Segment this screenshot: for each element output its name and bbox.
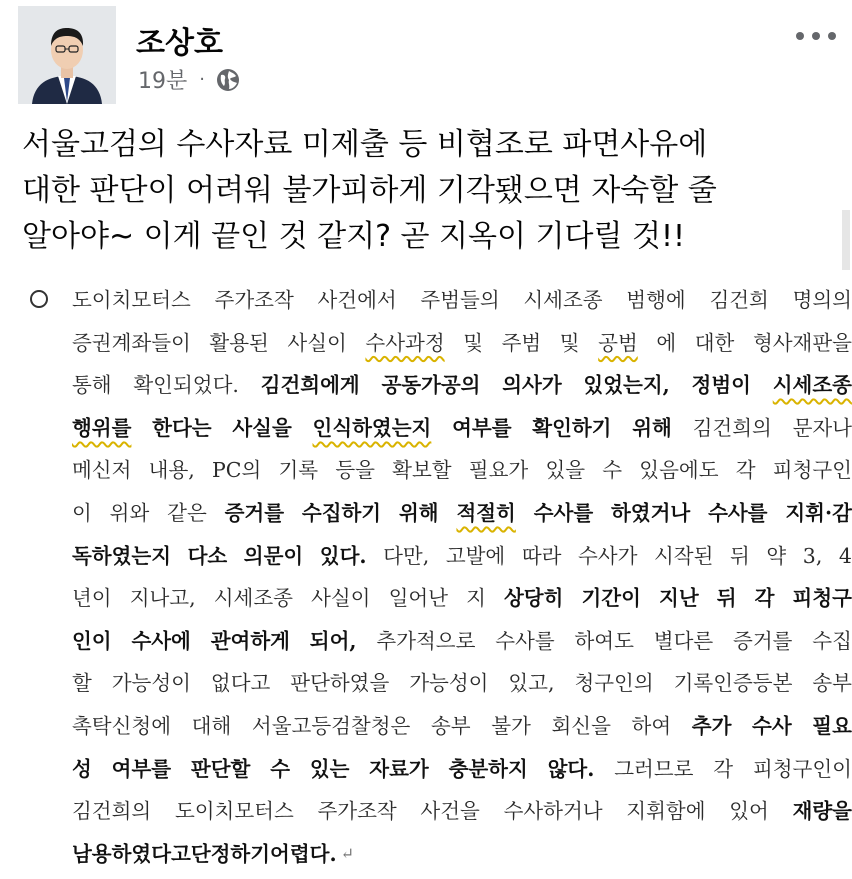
document-word: 여부를 (452, 415, 512, 440)
document-word: 도이치모터스 (72, 288, 191, 312)
document-word: 어렵다. (270, 841, 337, 866)
globe-icon[interactable] (215, 67, 241, 93)
post-text-line: 서울고검의 수사자료 미제출 등 비협조로 파면사유에 (22, 127, 708, 162)
document-word: 청구인의 (574, 671, 654, 696)
document-word: 김건희의 (692, 415, 772, 440)
document-word: 3, (802, 543, 823, 568)
document-word: 형사재판을 (752, 330, 852, 355)
document-word: 고발에 (445, 543, 506, 568)
document-word: 따라 (521, 543, 562, 568)
document-word: 시작된 (654, 543, 714, 568)
document-word: 수사하거나 (503, 799, 603, 824)
document-word: 판단하였을 (290, 671, 390, 696)
document-word: 주범들의 (420, 288, 500, 312)
document-word: 재량을 (792, 799, 852, 824)
post-header (0, 0, 850, 110)
document-word: PC의 (211, 458, 262, 483)
document-word: 김건희 (709, 288, 769, 312)
more-dots-icon[interactable] (796, 24, 836, 48)
document-word: 없다고 (210, 671, 271, 696)
document-word: 활용된 (209, 330, 269, 355)
document-word: 송부 (430, 713, 471, 738)
document-word: 사실이 (287, 330, 347, 355)
document-word: 같은 (167, 500, 207, 525)
document-word: 각 (735, 458, 756, 483)
document-word: 않다. (547, 756, 595, 781)
document-word: 기록인증등본 (673, 671, 793, 696)
attached-document-image[interactable] (0, 270, 850, 879)
document-word: 추가 (691, 713, 732, 738)
document-word: 하여도 (574, 628, 634, 653)
document-word: 증거를 (733, 628, 793, 653)
document-word: 수사에 (131, 628, 191, 653)
document-word: 송부 (812, 671, 852, 696)
document-word: 범행에 (626, 288, 686, 312)
document-word: 수 (602, 458, 623, 483)
document-word: 김건희에게 (260, 373, 360, 398)
document-word: 사실이 (311, 586, 371, 611)
document-word: 필요가 (468, 458, 529, 483)
document-word: 등을 (335, 458, 375, 483)
document-word: 여부를 (111, 756, 172, 781)
document-line (72, 751, 852, 794)
document-line (72, 836, 852, 879)
document-word: 성 (72, 756, 92, 781)
document-word: 지난 (659, 586, 699, 611)
document-word: 할 (72, 671, 92, 696)
document-word: 및 (559, 330, 580, 355)
document-word: 의사가 (502, 373, 562, 398)
document-line (72, 495, 852, 538)
document-word: 되어, (309, 628, 357, 653)
document-line (72, 665, 852, 708)
document-word: 지휘함에 (626, 799, 706, 824)
document-line (72, 623, 852, 666)
document-word: 메신저 (72, 458, 132, 483)
document-word: 위와 (109, 500, 150, 525)
document-word: 수사를 (533, 500, 594, 525)
document-word: 불가 (491, 713, 531, 738)
document-word: 각 (713, 756, 734, 781)
document-word: 수집하기 (301, 500, 382, 525)
document-word: 수 (270, 756, 290, 781)
document-word: 지 (466, 586, 486, 611)
document-word: 확인되었다. (133, 373, 239, 398)
document-word: 추가적으로 (376, 628, 476, 653)
document-word: 수집 (812, 628, 852, 653)
document-word: 다만, (383, 543, 430, 568)
document-line (72, 538, 852, 581)
document-word: 공범 (598, 330, 638, 355)
document-word: 충분하지 (448, 756, 528, 781)
post-time[interactable]: 19분 (138, 69, 188, 94)
document-word: 관여하게 (210, 628, 290, 653)
document-word: 회신을 (551, 713, 611, 738)
document-word: 뒤 (730, 543, 750, 568)
document-word: 위해 (398, 500, 439, 525)
document-word: 피청구인 (772, 458, 852, 483)
document-word: 판단할 (190, 756, 251, 781)
document-word: 증거를 (224, 500, 285, 525)
document-line (72, 367, 852, 410)
document-word: 수사가 (578, 543, 638, 568)
document-word: 서울고등검찰청은 (251, 713, 411, 738)
document-word: 시세조종 (772, 373, 852, 398)
document-word: 에 (656, 330, 677, 355)
document-word: 있다. (319, 543, 367, 568)
post-text (22, 122, 822, 260)
document-word: 가능성이 (409, 671, 489, 696)
post-text-line: 알아야~ 이게 끝인 것 같지? 곧 지옥이 기다릴 것!! (22, 219, 686, 254)
document-word: 지휘·감 (785, 500, 852, 525)
document-word: 적절히 (456, 500, 516, 525)
document-word: 약 (766, 543, 787, 568)
document-word: 인이 (72, 628, 112, 653)
document-word: 수사과정 (365, 330, 445, 355)
document-word: 공동가공의 (381, 373, 481, 398)
document-word: 시세조종 (523, 288, 603, 312)
document-word: 있음에도 (639, 458, 719, 483)
document-word: 있었는지, (583, 373, 670, 398)
document-word: 각 (754, 586, 775, 611)
document-word: 수사 (752, 713, 792, 738)
document-word: 대해 (191, 713, 232, 738)
document-word: 확보할 (392, 458, 452, 483)
document-word: 의문이 (243, 543, 304, 568)
avatar[interactable] (18, 6, 116, 104)
document-word: 대한 (694, 330, 735, 355)
document-word: 김건희의 (72, 799, 152, 824)
document-word: 상당히 (503, 586, 564, 611)
document-word: 문자나 (792, 415, 852, 440)
document-word: 있고, (508, 671, 555, 696)
document-word: 도이치모터스 (174, 799, 294, 824)
document-word: 촉탁신청에 (72, 713, 172, 738)
document-word: 통해 (72, 373, 112, 398)
document-word: 사실을 (232, 415, 292, 440)
document-word: 다소 (187, 543, 228, 568)
document-word: 하였거나 (611, 500, 691, 525)
document-word: 정범이 (691, 373, 751, 398)
document-word: 확인하기 (532, 415, 612, 440)
document-word: 주가조작 (317, 799, 397, 824)
document-line (72, 793, 852, 836)
document-line (72, 282, 852, 325)
document-word: 명의의 (792, 288, 852, 312)
document-line (72, 452, 852, 495)
bullet-circle-icon (30, 290, 48, 308)
document-word: 일어난 (388, 586, 448, 611)
post-text-line: 대한 판단이 어려워 불가피하게 기각됐으면 자숙할 줄 (22, 173, 717, 208)
document-text (72, 282, 852, 878)
return-mark: ↵ (340, 843, 354, 863)
document-line (72, 410, 852, 453)
document-word: 필요 (812, 713, 852, 738)
document-word: 기록 (278, 458, 319, 483)
document-word: 수사를 (708, 500, 768, 525)
author-name[interactable]: 조상호 (136, 26, 223, 61)
document-word: 수사를 (495, 628, 555, 653)
document-word: 4 (838, 543, 852, 568)
document-word: 사건에서 (317, 288, 397, 312)
document-word: 있어 (729, 799, 769, 824)
document-word: 한다는 (152, 415, 212, 440)
document-word: 내용, (148, 458, 195, 483)
document-word: 남용하였다고 (72, 841, 191, 866)
document-word: 피청구 (792, 586, 852, 611)
document-word: 단정하기 (190, 841, 271, 866)
meta-separator: · (199, 69, 205, 90)
document-word: 사건을 (420, 799, 480, 824)
document-word: 증권계좌들이 (72, 330, 191, 355)
document-word: 주가조작 (214, 288, 294, 312)
document-word: 뒤 (716, 586, 737, 611)
document-word: 있을 (545, 458, 586, 483)
document-word: 있는 (309, 756, 350, 781)
document-word: 위해 (632, 415, 672, 440)
document-word: 지나고, (129, 586, 196, 611)
document-line (72, 708, 852, 751)
document-word: 행위를 (72, 415, 132, 440)
document-word: 이 (72, 500, 92, 525)
profile-photo (18, 6, 116, 104)
post-meta (138, 64, 241, 95)
document-word: 피청구인이 (752, 756, 852, 781)
document-word: 인식하였는지 (312, 415, 432, 440)
document-word: 년이 (72, 586, 112, 611)
document-word: 자료가 (369, 756, 429, 781)
document-word: 가능성이 (111, 671, 191, 696)
document-line (72, 325, 852, 368)
document-word: 그러므로 (614, 756, 694, 781)
document-word: 별다른 (653, 628, 714, 653)
document-word: 기간이 (581, 586, 641, 611)
document-word: 하여 (631, 713, 672, 738)
document-word: 주범 (501, 330, 542, 355)
document-word: 시세조종 (213, 586, 293, 611)
document-word: 독하였는지 (72, 543, 172, 568)
document-line (72, 580, 852, 623)
document-word: 및 (463, 330, 484, 355)
